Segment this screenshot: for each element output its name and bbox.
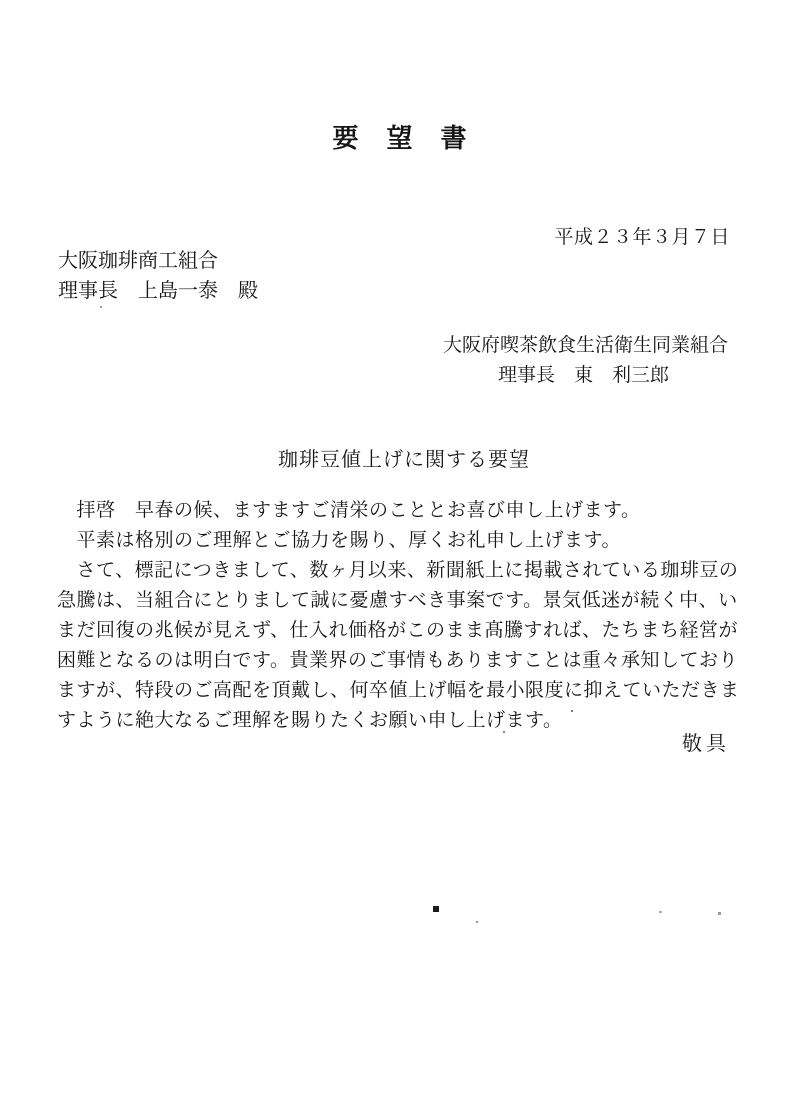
recipient-block bbox=[58, 246, 258, 306]
scan-speck bbox=[433, 906, 439, 912]
scan-speck bbox=[718, 912, 721, 915]
body-line: さて、標記につきまして、数ヶ月以来、新聞紙上に掲載されている珈琲豆の bbox=[57, 560, 739, 581]
body-line: まだ回復の兆候が見えず、仕入れ価格がこのまま髙騰すれば、たちまち経営が bbox=[57, 620, 738, 641]
body-line: 平素は格別のご理解とご協力を賜り、厚くお礼申し上げます。 bbox=[57, 530, 621, 551]
recipient-organization: 大阪珈琲商工組合 bbox=[58, 250, 218, 272]
document-date: 平成２３年３月７日 bbox=[554, 227, 730, 248]
scan-speck bbox=[100, 306, 102, 308]
scan-speck bbox=[503, 731, 505, 733]
scan-speck bbox=[476, 921, 478, 923]
body-line: 拝啓 早春の候、ますますご清栄のこととお喜び申し上げます。 bbox=[57, 500, 641, 521]
document-subject: 珈琲豆値上げに関する要望 bbox=[278, 449, 530, 471]
scan-speck bbox=[571, 710, 573, 712]
sender-organization: 大阪府喫茶飲食生活衛生同業組合 bbox=[443, 335, 729, 356]
body-line: すように絶大なるご理解を賜りたくお願い申し上げます。 bbox=[57, 710, 563, 731]
sender-block bbox=[443, 331, 728, 391]
sender-person: 理事長 東 利三郎 bbox=[498, 365, 670, 386]
recipient-person: 理事長 上島一泰 殿 bbox=[58, 280, 258, 302]
document-title: 要 望 書 bbox=[332, 124, 468, 153]
body-line: 困難となるのは明白です。貴業界のご事情もありますことは重々承知しており bbox=[57, 650, 738, 671]
body-text bbox=[57, 496, 747, 736]
scan-speck bbox=[659, 911, 662, 913]
closing-salutation: 敬具 bbox=[682, 733, 730, 755]
body-line: ますが、特段のご高配を頂戴し、何卒値上げ幅を最小限度に抑えていただきま bbox=[57, 680, 740, 701]
body-line: 急騰は、当組合にとりまして誠に憂慮すべき事案です。景気低迷が続く中、い bbox=[57, 590, 738, 611]
